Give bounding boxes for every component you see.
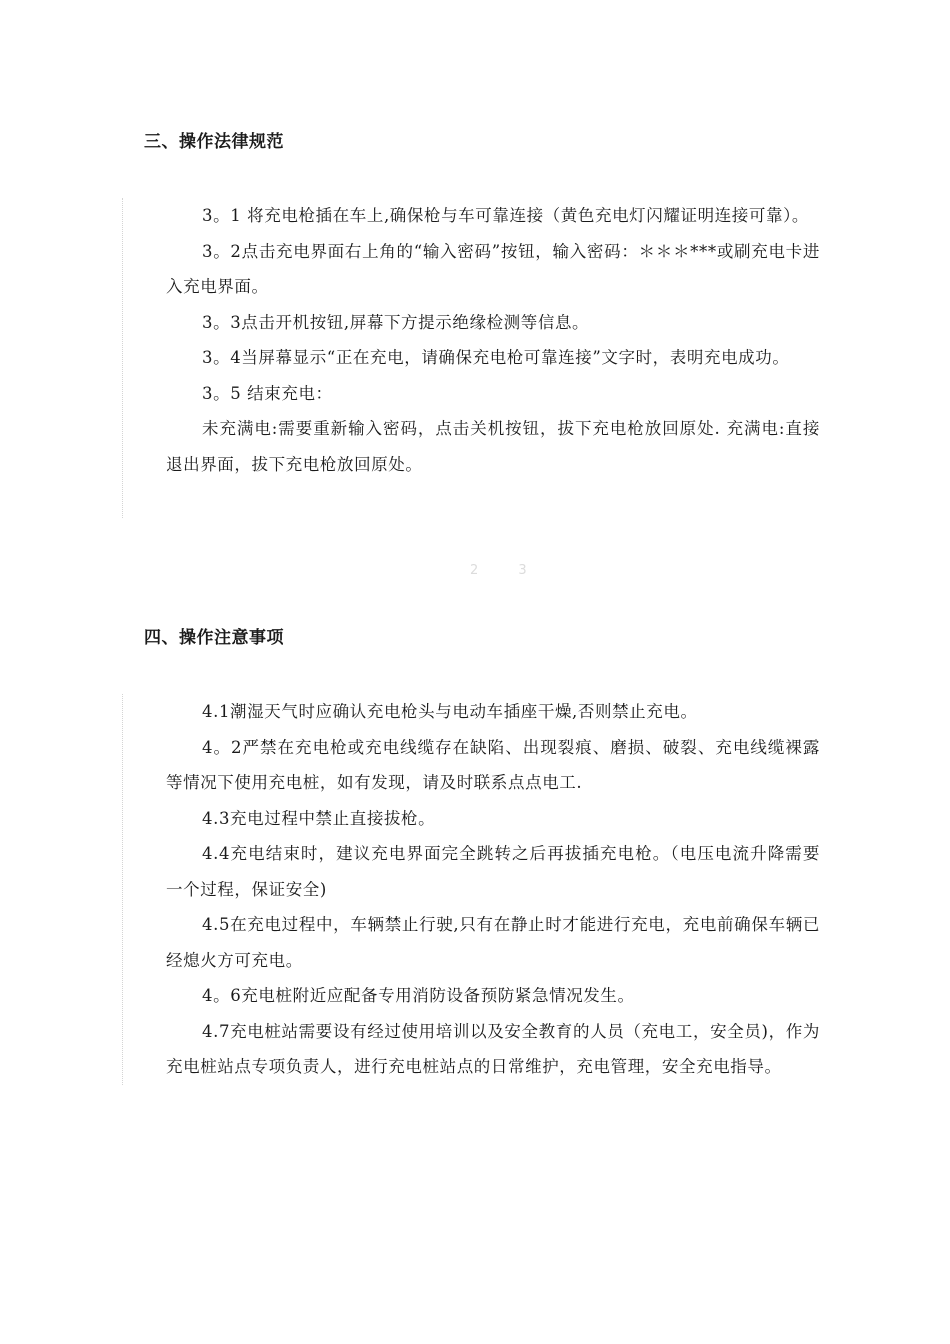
paragraph-4-2: 4。2严禁在充电枪或充电线缆存在缺陷、出现裂痕、磨损、破裂、充电线缆裸露等情况下使用充电桩，如有发现，请及时联系点点电工. xyxy=(166,737,820,792)
paragraph-4-6: 4。6充电桩附近应配备专用消防设备预防紧急情况发生。 xyxy=(202,986,635,1005)
paragraph-3-1: 3。1 将充电枪插在车上,确保枪与车可靠连接（黄色充电灯闪耀证明连接可靠）。 xyxy=(202,206,810,225)
paragraph-4-3: 4.3充电过程中禁止直接拔枪。 xyxy=(202,808,436,828)
section-4-body xyxy=(122,694,820,1085)
page-number: 2 3 xyxy=(470,563,545,578)
paragraph-4-5: 4.5在充电过程中，车辆禁止行驶,只有在静止时才能进行充电，充电前确保车辆已经熄火方可充电。 xyxy=(166,915,820,970)
section-4-heading: 四、操作注意事项 xyxy=(144,628,284,648)
paragraph-4-7: 4.7充电桩站需要设有经过使用培训以及安全教育的人员（充电工，安全员)，作为充电桩站点专项负责人，进行充电桩站点的日常维护，充电管理，安全充电指导。 xyxy=(166,1021,820,1076)
paragraph-3-2: 3。2点击充电界面右上角的“输入密码”按钮，输入密码：＊＊＊***或刷充电卡进入充电界面。 xyxy=(166,241,820,296)
paragraph-4-1: 4.1潮湿天气时应确认充电枪头与电动车插座干燥,否则禁止充电。 xyxy=(202,702,698,721)
section-3-heading: 三、操作法律规范 xyxy=(144,132,284,152)
section-3-body xyxy=(122,198,820,518)
paragraph-3-3: 3。3点击开机按钮,屏幕下方提示绝缘检测等信息。 xyxy=(202,312,590,332)
paragraph-3-4: 3。4当屏幕显示“正在充电，请确保充电枪可靠连接”文字时，表明充电成功。 xyxy=(202,348,790,367)
paragraph-3-5: 3。5 结束充电： xyxy=(202,383,333,403)
paragraph-4-4: 4.4充电结束时，建议充电界面完全跳转之后再拔插充电枪。（电压电流升降需要一个过程，保证安全) xyxy=(166,844,820,899)
paragraph-3-5-detail: 未充满电:需要重新输入密码，点击关机按钮，拔下充电枪放回原处. 充满电:直接退出界面，拔下充电枪放回原处。 xyxy=(166,419,820,474)
